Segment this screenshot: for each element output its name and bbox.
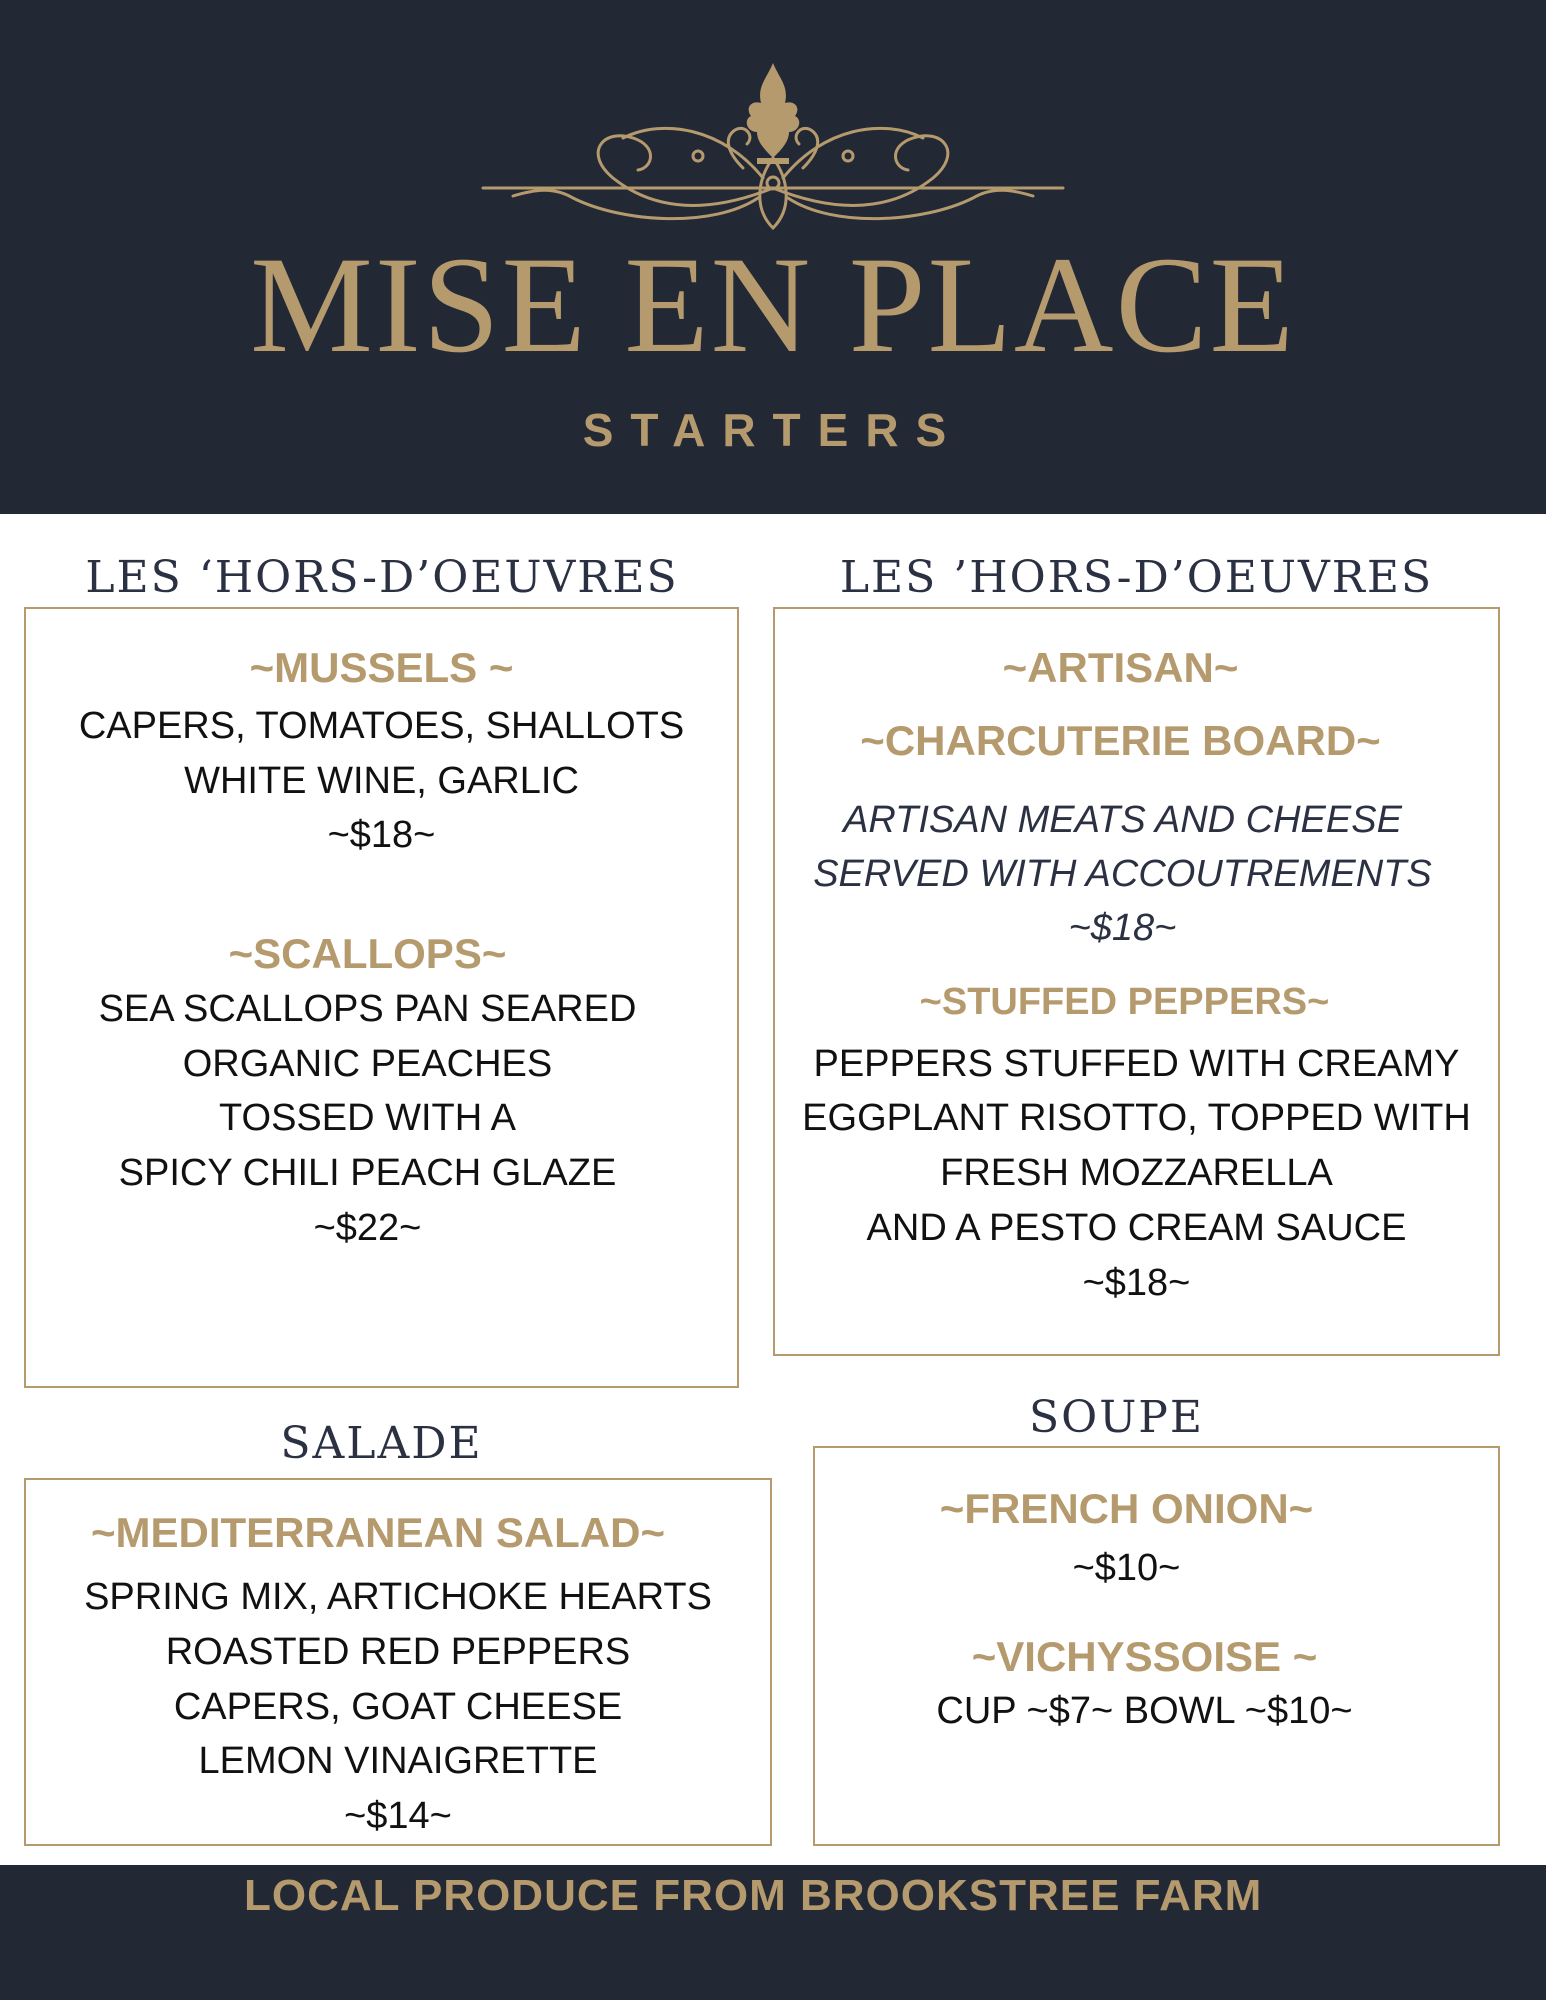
item-line: FRESH MOZZARELLA — [940, 1152, 1333, 1194]
item-title-scallops: ~SCALLOPS~ — [228, 930, 507, 977]
item-title-stuffed-peppers: ~STUFFED PEPPERS~ — [919, 981, 1330, 1023]
item-line: ARTISAN MEATS AND CHEESE — [843, 799, 1402, 841]
item-line: SPRING MIX, ARTICHOKE HEARTS — [84, 1576, 712, 1618]
item-price: ~$22~ — [313, 1207, 422, 1249]
item-title-artisan: ~ARTISAN~ — [1002, 644, 1239, 691]
item-price: ~$18~ — [327, 814, 436, 856]
item-line: EGGPLANT RISOTTO, TOPPED WITH — [802, 1097, 1471, 1139]
item-line: SPICY CHILI PEACH GLAZE — [118, 1152, 617, 1194]
item-line: TOSSED WITH A — [218, 1097, 516, 1139]
menu-header — [0, 0, 1546, 514]
item-line: WHITE WINE, GARLIC — [184, 760, 579, 802]
hors-left-box — [24, 607, 739, 1388]
item-title-vichyssoise: ~VICHYSSOISE ~ — [971, 1633, 1318, 1680]
section-title-soupe: SOUPE — [1028, 1392, 1205, 1443]
hors-right-box — [773, 607, 1500, 1356]
item-line: ROASTED RED PEPPERS — [165, 1631, 631, 1673]
item-line: CAPERS, TOMATOES, SHALLOTS — [78, 705, 685, 747]
item-price: ~$10~ — [1072, 1547, 1181, 1589]
salade-box — [24, 1478, 772, 1846]
item-line: SEA SCALLOPS PAN SEARED — [98, 988, 637, 1030]
menu-subtitle: STARTERS — [582, 404, 964, 456]
item-line: ORGANIC PEACHES — [182, 1043, 553, 1085]
item-title-french-onion: ~FRENCH ONION~ — [939, 1485, 1314, 1532]
restaurant-title: MISE EN PLACE — [250, 228, 1296, 381]
section-title-hors-right: LES ’HORS-D’OEUVRES — [839, 552, 1434, 603]
item-line: PEPPERS STUFFED WITH CREAMY — [813, 1043, 1460, 1085]
item-line: CAPERS, GOAT CHEESE — [173, 1686, 623, 1728]
footer-text: LOCAL PRODUCE FROM BROOKSTREE FARM — [244, 1871, 1263, 1920]
item-price: ~$18~ — [1068, 907, 1177, 949]
item-line: AND A PESTO CREAM SAUCE — [866, 1207, 1407, 1249]
soupe-box — [813, 1446, 1500, 1846]
item-price: CUP ~$7~ BOWL ~$10~ — [936, 1690, 1353, 1732]
item-line: LEMON VINAIGRETTE — [198, 1740, 598, 1782]
section-title-salade: SALADE — [280, 1418, 483, 1469]
item-title-mediterranean-salad: ~MEDITERRANEAN SALAD~ — [90, 1509, 666, 1556]
item-title-mussels: ~MUSSELS ~ — [249, 644, 514, 691]
item-price: ~$14~ — [344, 1795, 452, 1837]
item-title-charcuterie: ~CHARCUTERIE BOARD~ — [860, 717, 1381, 764]
section-title-hors-left: LES ‘HORS-D’OEUVRES — [85, 552, 679, 603]
flourish-ornament-icon — [473, 58, 1073, 238]
item-price: ~$18~ — [1082, 1262, 1191, 1304]
item-line: SERVED WITH ACCOUTREMENTS — [813, 853, 1432, 895]
